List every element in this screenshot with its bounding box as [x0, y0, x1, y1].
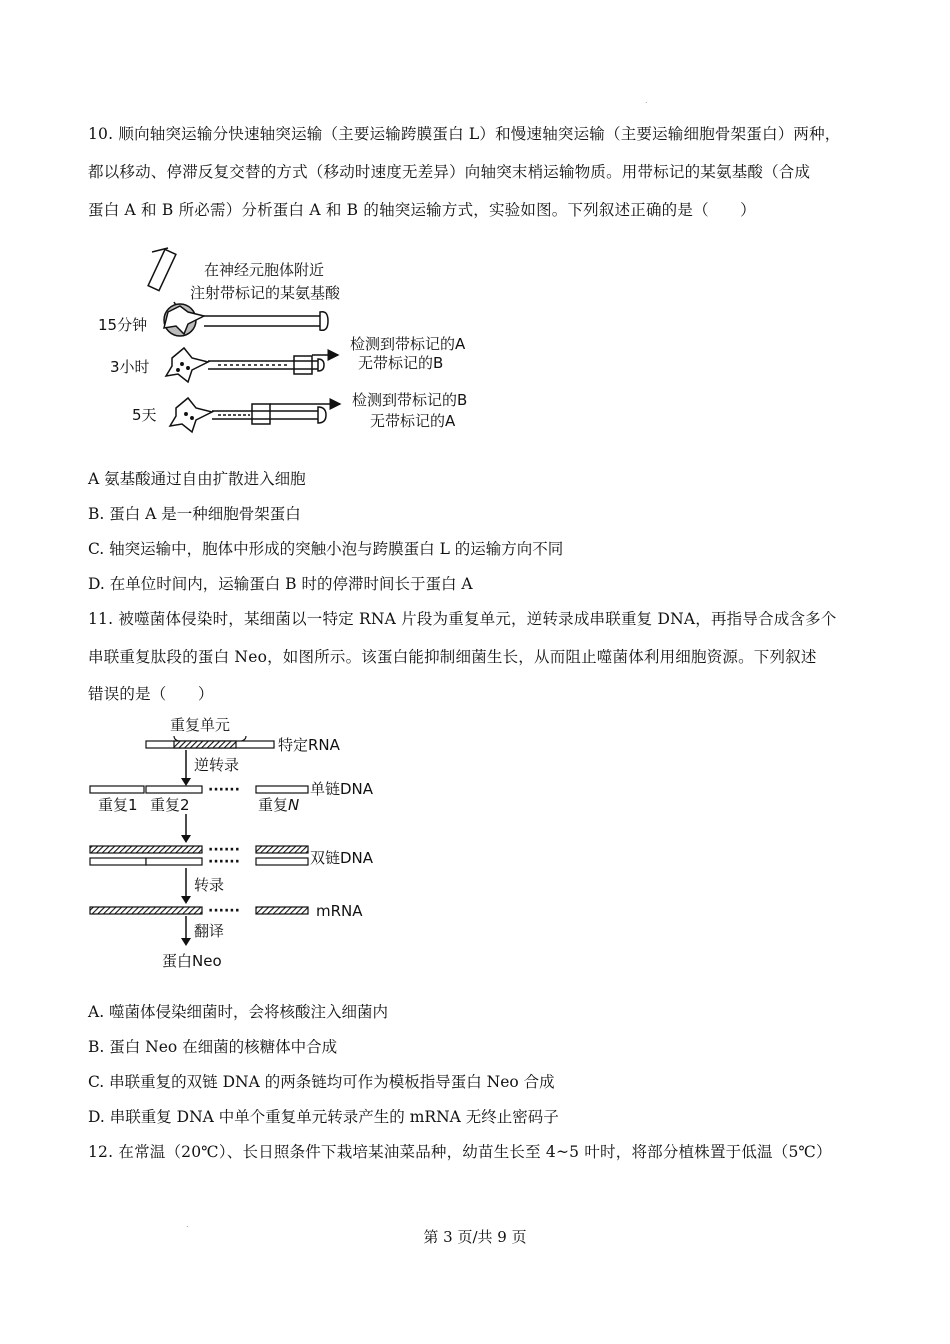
q12-line-1: 12. 在常温（20℃）、长日照条件下栽培某油菜品种，幼苗生长至 4~5 叶时，将部分植株置于低温（5℃） — [88, 1143, 832, 1161]
q11-protein-neo: 蛋白Neo — [162, 952, 222, 970]
scan-dot: . — [645, 96, 648, 105]
q11-reverse-transcription: 逆转录 — [194, 756, 240, 774]
q10-line-1: 10. 顺向轴突运输分快速轴突运输（主要运输跨膜蛋白 L）和慢速轴突运输（主要运输细胞骨架蛋白）两种， — [88, 125, 841, 143]
mrna-strand — [90, 907, 308, 914]
ellipsis-1: ······ — [208, 782, 240, 798]
q11-specific-rna: 特定RNA — [278, 736, 340, 754]
specific-rna-strand — [146, 741, 274, 748]
q11-option-d: D. 串联重复 DNA 中单个重复单元转录产生的 mRNA 无终止密码子 — [88, 1108, 559, 1126]
q10-line-3: 蛋白 A 和 B 所必需）分析蛋白 A 和 B 的轴突运输方式，实验如图。下列叙述正确的是（ ） — [88, 201, 756, 219]
q11-repeat-1: 重复1 — [98, 796, 138, 814]
q10-result-3-line1: 检测到带标记的B — [352, 391, 468, 409]
q11-option-c: C. 串联重复的双链 DNA 的两条链均可作为模板指导蛋白 Neo 合成 — [88, 1073, 555, 1091]
q10-option-c: C. 轴突运输中，胞体中形成的突触小泡与跨膜蛋白 L 的运输方向不同 — [88, 540, 564, 558]
ellipsis-2a: ······ — [208, 842, 240, 858]
q10-option-b: B. 蛋白 A 是一种细胞骨架蛋白 — [88, 505, 301, 523]
page-footer: 第 3 页/共 9 页 — [423, 1228, 527, 1246]
q11-option-a: A. 噬菌体侵染细菌时，会将核酸注入细菌内 — [88, 1003, 389, 1021]
neuron-15min — [164, 304, 328, 336]
neuron-3h — [166, 348, 338, 382]
q10-line-2: 都以移动、停滞反复交替的方式（移动时速度无差异）向轴突末梢运输物质。用带标记的某氨基酸（合成 — [88, 163, 811, 181]
ellipsis-3: ······ — [208, 903, 240, 919]
q11-translation: 翻译 — [194, 922, 225, 940]
ds-dna — [90, 846, 308, 865]
scan-dot-2: . — [186, 1220, 189, 1229]
q10-result-3-line2: 无带标记的A — [370, 412, 456, 430]
q10-result-2-line2: 无带标记的B — [358, 354, 444, 372]
syringe-icon — [148, 248, 180, 312]
ss-dna — [90, 786, 308, 793]
q11-repeat-2: 重复2 — [150, 796, 190, 814]
q11-line-1: 11. 被噬菌体侵染时，某细菌以一特定 RNA 片段为重复单元，逆转录成串联重复 DNA，再指导合成含多个 — [88, 610, 837, 628]
q11-line-2: 串联重复肽段的蛋白 Neo，如图所示。该蛋白能抑制细菌生长，从而阻止噬菌体利用细胞资源。下列叙述 — [88, 648, 817, 666]
q10-option-a: A 氨基酸通过自由扩散进入细胞 — [88, 470, 306, 488]
q10-result-2-line1: 检测到带标记的A — [350, 335, 466, 353]
q11-figure — [88, 708, 408, 976]
q11-mrna: mRNA — [316, 902, 363, 920]
q11-repeat-n — [258, 796, 299, 814]
q11-line-3: 错误的是（ ） — [88, 685, 214, 703]
q11-transcription: 转录 — [194, 876, 225, 894]
q10-figure — [88, 240, 508, 440]
q11-repeat-n-suffix: N — [288, 796, 300, 814]
q10-time-1: 15分钟 — [98, 316, 148, 334]
q11-ds-dna: 双链DNA — [310, 849, 374, 867]
q11-repeat-n-prefix: 重复 — [258, 796, 289, 814]
q10-time-2: 3小时 — [110, 358, 150, 376]
q10-inject-label-2: 注射带标记的某氨基酸 — [190, 284, 341, 302]
neuron-5d — [170, 398, 340, 432]
q11-repeat-unit: 重复单元 — [170, 716, 231, 734]
ellipsis-2b: ······ — [208, 854, 240, 870]
q11-option-b: B. 蛋白 Neo 在细菌的核糖体中合成 — [88, 1038, 338, 1056]
q11-ss-dna: 单链DNA — [310, 780, 374, 798]
q10-time-3: 5天 — [132, 406, 157, 424]
q10-inject-label-1: 在神经元胞体附近 — [204, 261, 325, 279]
q10-option-d: D. 在单位时间内，运输蛋白 B 时的停滞时间长于蛋白 A — [88, 575, 473, 593]
